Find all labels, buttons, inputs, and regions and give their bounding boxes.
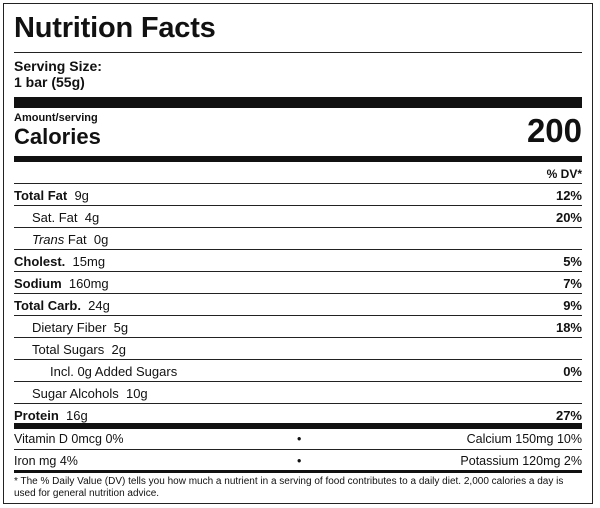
- nutrition-label: [3, 3, 593, 504]
- divider: [14, 52, 582, 53]
- medium-divider: [14, 423, 582, 429]
- nutrient-dv: 7%: [563, 276, 582, 291]
- medium-divider: [14, 156, 582, 162]
- vitamin-right: Potassium 120mg 2%: [460, 454, 582, 468]
- nutrient-name: Sat. Fat 4g: [32, 210, 100, 225]
- serving-size: [14, 58, 102, 90]
- label-content: [14, 4, 582, 503]
- vitamin-left: Vitamin D 0mcg 0%: [14, 432, 124, 446]
- nutrient-dv: 9%: [563, 298, 582, 313]
- nutrient-row-cholesterol: [14, 250, 582, 272]
- nutrient-name: Sugar Alcohols 10g: [32, 386, 148, 401]
- nutrient-name: Protein 16g: [14, 408, 88, 423]
- nutrient-row-sodium: [14, 272, 582, 294]
- bullet-separator: •: [297, 432, 302, 446]
- nutrient-name: Total Carb. 24g: [14, 298, 110, 313]
- nutrient-dv: 5%: [563, 254, 582, 269]
- nutrient-name: Dietary Fiber 5g: [32, 320, 129, 335]
- calories-value: 200: [526, 112, 582, 149]
- footnote: * The % Daily Value (DV) tells you how much a nutrient in a serving of food contributes to a daily diet. 2,000 calories a day is used for general nutrition advice.: [14, 476, 564, 499]
- thin-bar-divider: [14, 470, 582, 473]
- thick-divider: [14, 97, 582, 108]
- daily-value-header: % DV*: [546, 167, 582, 181]
- nutrient-name: Incl. 0g Added Sugars: [50, 364, 178, 379]
- nutrient-dv: 12%: [555, 188, 582, 203]
- nutrient-name: Total Sugars 2g: [32, 342, 126, 357]
- nutrient-row-total-carb: [14, 294, 582, 316]
- nutrient-row-sugar-alcohols: [14, 382, 582, 404]
- serving-size-label: Serving Size:: [14, 58, 102, 74]
- serving-size-value: 1 bar (55g): [14, 74, 85, 90]
- nutrient-dv: 18%: [555, 320, 582, 335]
- nutrient-dv: 0%: [563, 364, 582, 379]
- nutrient-row-trans-fat: [14, 228, 582, 250]
- nutrient-row-total-fat: [14, 184, 582, 206]
- nutrient-row-sat-fat: [14, 206, 582, 228]
- nutrient-row-added-sugars: [14, 360, 582, 382]
- nutrient-name: Sodium 160mg: [14, 276, 109, 291]
- nutrient-row-dietary-fiber: [14, 316, 582, 338]
- nutrient-name: Total Fat 9g: [14, 188, 89, 203]
- divider: [14, 449, 582, 450]
- nutrient-dv: 20%: [555, 210, 582, 225]
- nutrient-row-total-sugars: [14, 338, 582, 360]
- nutrient-name: Trans Fat 0g: [32, 232, 109, 247]
- amount-per-serving: Amount/serving: [14, 112, 98, 124]
- calories-label: Calories: [14, 124, 101, 149]
- vitamin-right: Calcium 150mg 10%: [466, 432, 582, 446]
- bullet-separator: •: [297, 454, 302, 468]
- label-title: Nutrition Facts: [14, 12, 216, 44]
- nutrient-dv: 27%: [555, 408, 582, 423]
- vitamin-left: Iron mg 4%: [14, 454, 78, 468]
- nutrient-name: Cholest. 15mg: [14, 254, 106, 269]
